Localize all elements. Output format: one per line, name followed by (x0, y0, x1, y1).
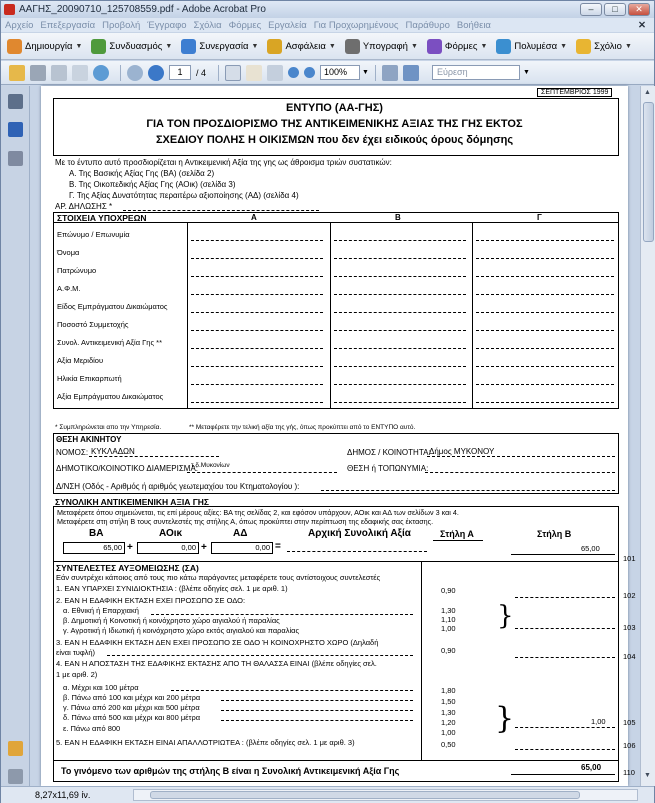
close-window-button[interactable]: ✕ (628, 3, 650, 16)
aoik-label: ΑΟικ (159, 528, 183, 539)
dimos-value: Δήμος ΜΥΚΟΝΟΥ (429, 447, 495, 456)
fit-width-icon[interactable] (382, 65, 398, 81)
factor-4-label: 4. ΕΑΝ Η ΑΠΟΣΤΑΣΗ ΤΗΣ ΕΔΑΦΙΚΗΣ ΕΚΤΑΣΗΣ ΑΠΟ ΤΗ ΘΑΛΑΣΣΑ ΕΙΝΑΙ (βλέπε οδηγίες σελ. (56, 659, 377, 668)
pdf-page (41, 86, 636, 786)
initial-total-value[interactable]: 65,00 (581, 544, 600, 553)
owner-field-a[interactable] (191, 312, 323, 313)
leader-line (151, 614, 413, 615)
menu-tools[interactable]: Εργαλεία (268, 19, 307, 31)
owner-row-label: Α.Φ.Μ. (57, 284, 81, 293)
collaborate-button[interactable] (181, 39, 258, 54)
sign-button[interactable] (345, 39, 418, 54)
owner-field-b[interactable] (334, 348, 466, 349)
initial-total-underline (511, 554, 615, 555)
owner-row-label: Πατρώνυμο (57, 266, 97, 275)
owner-field-c[interactable] (476, 258, 614, 259)
owner-field-c[interactable] (476, 294, 614, 295)
collaborate-icon (181, 39, 196, 54)
close-document-icon[interactable]: ✕ (638, 19, 646, 31)
select-tool-icon[interactable] (225, 65, 241, 81)
create-icon (7, 39, 22, 54)
owner-field-a[interactable] (191, 402, 323, 403)
line-number-104: 104 (623, 652, 636, 661)
menu-window[interactable]: Παράθυρο (405, 19, 450, 31)
owner-row-label: Είδος Εμπράγματου Δικαιώματος (57, 302, 168, 311)
ad-label: ΑΔ (233, 528, 248, 539)
owner-field-b[interactable] (334, 330, 466, 331)
diamerisma-line (187, 472, 337, 473)
owner-field-c[interactable] (476, 348, 614, 349)
menu-comments[interactable]: Σχόλια (193, 19, 222, 31)
chevron-down-icon: ▼ (75, 42, 83, 50)
factor-4b-label: β. Πάνω από 100 και μέχρι και 200 μέτρα (63, 693, 201, 702)
line-number-110: 110 (623, 768, 635, 777)
open-folder-icon[interactable] (9, 65, 25, 81)
separator (375, 65, 376, 81)
title-bar (1, 1, 654, 18)
product-underline (511, 774, 615, 775)
horizontal-scroll-thumb[interactable] (150, 791, 580, 799)
save-icon[interactable] (51, 65, 67, 81)
forms-label: Φόρμες (444, 40, 478, 52)
owner-field-b[interactable] (334, 240, 466, 241)
factor-4b-coef: 1,50 (441, 697, 456, 706)
column-a-underline (433, 540, 483, 541)
line-number-103: 103 (623, 623, 636, 632)
factor-4a-coef: 1,80 (441, 686, 456, 695)
nomos-value: ΚΥΚΛΑΔΩΝ (91, 447, 135, 456)
owner-field-a[interactable] (191, 366, 323, 367)
product-value[interactable]: 65,00 (581, 763, 602, 772)
ad-value-field[interactable]: 0,00 (211, 542, 273, 554)
lock-icon (267, 39, 282, 54)
factor-2c-coef: 1,00 (441, 624, 456, 633)
line-number-106: 106 (623, 741, 636, 750)
owner-field-b[interactable] (334, 276, 466, 277)
chevron-down-icon: ▼ (251, 42, 259, 50)
factor-4c-coef: 1,30 (441, 708, 456, 717)
hand-tool-icon[interactable] (246, 65, 262, 81)
leader-line (221, 700, 413, 701)
bookmarks-panel-icon[interactable] (8, 122, 23, 137)
sa-intro: Εάν συντρέχει κάποιος από τους πιο κάτω παράγοντες μεταφέρετε τους αντίστοιχους συντελεστές (56, 573, 381, 582)
factor-5-coef: 0,50 (441, 740, 456, 749)
factor-2a-coef: 1,30 (441, 606, 456, 615)
col-a-header: Α (251, 213, 257, 222)
owner-field-a[interactable] (191, 258, 323, 259)
search-input[interactable]: Εύρεση (432, 65, 520, 80)
multimedia-label: Πολυμέσα (514, 40, 558, 52)
divider (330, 222, 331, 408)
owner-field-c[interactable] (476, 384, 614, 385)
owner-field-c[interactable] (476, 330, 614, 331)
page-size-readout: 8,27x11,69 ίν. (35, 790, 91, 800)
nomos-label: ΝΟΜΟΣ: (56, 448, 89, 457)
marquee-zoom-icon[interactable] (267, 65, 283, 81)
signatures-panel-icon[interactable] (8, 151, 23, 166)
column-a-label: Στήλη Α (440, 529, 474, 539)
previous-page-icon[interactable] (127, 65, 143, 81)
navigation-pane (1, 86, 30, 786)
forms-button[interactable] (427, 39, 488, 54)
factor-4d-label: δ. Πάνω από 500 και μέχρι και 800 μέτρα (63, 713, 201, 722)
secure-button[interactable] (267, 39, 335, 54)
initial-total-line (287, 551, 427, 552)
factor-2a-label: α. Εθνική ή Επαρχιακή (63, 606, 139, 615)
globe-icon[interactable] (93, 65, 109, 81)
menu-forms[interactable]: Φόρμες (228, 19, 262, 31)
aoik-value-field[interactable]: 0,00 (137, 542, 199, 554)
owner-field-c[interactable] (476, 402, 614, 403)
property-header: ΘΕΣΗ ΑΚΙΝΗΤΟΥ (56, 435, 122, 444)
menu-edit[interactable]: Επεξεργασία (40, 19, 96, 31)
chevron-down-icon[interactable]: ▼ (522, 69, 530, 76)
forms-icon (427, 39, 442, 54)
column-divider (421, 561, 422, 760)
owner-field-c[interactable] (476, 312, 614, 313)
factor-2-entry-line[interactable] (515, 628, 615, 629)
combine-icon (91, 39, 106, 54)
initial-total-label: Αρχική Συνολική Αξία (308, 528, 411, 539)
combine-button[interactable] (91, 39, 172, 54)
factor-5-label: 5. ΕΑΝ Η ΕΔΑΦΙΚΗ ΕΚΤΑΣΗ ΕΙΝΑΙ ΑΠΑΛΛΟΤΡΙΩΤΕΑ : (βλέπε οδηγίες σελ. 1 με αριθ. 3) (56, 738, 355, 747)
scroll-up-icon[interactable]: ▲ (644, 89, 651, 96)
total-value-header: ΣΥΝΟΛΙΚΗ ΑΝΤΙΚΕΙΜΕΝΙΚΗ ΑΞΙΑ ΓΗΣ (55, 497, 210, 507)
declaration-label: ΑΡ. ΔΗΛΩΣΗΣ * (55, 202, 113, 211)
menu-bar (1, 18, 654, 32)
leader-line (107, 655, 413, 656)
owner-field-a[interactable] (191, 240, 323, 241)
footnote-2: ** Μεταφέρετε την τελική αξία της γής, όπως προκύπτει από το ΕΝΤΥΠΟ αυτό. (189, 424, 416, 431)
comment-icon (576, 39, 591, 54)
menu-help[interactable]: Βοήθεια (456, 19, 491, 31)
owner-field-c[interactable] (476, 366, 614, 367)
col-b-header: Β (395, 213, 401, 222)
column-b-label: Στήλη Β (537, 529, 572, 539)
leader-line (221, 720, 413, 721)
brace-icon: } (495, 701, 515, 736)
footnote-1: * Συμπληρώνεται απο την Υπηρεσία. (55, 424, 162, 431)
status-bar (1, 786, 654, 803)
chevron-down-icon: ▼ (624, 42, 632, 50)
factor-2b-coef: 1,10 (441, 615, 456, 624)
factor-1-coef: 0,90 (441, 586, 456, 595)
owner-field-c[interactable] (476, 240, 614, 241)
create-label: Δημιουργία (25, 40, 73, 52)
total-instructions-1: Μεταφέρετε όπου σημειώνεται, τις επί μέρους αξίες: ΒΑ της σελίδας 2, και εφόσον υπάρχουν, ΑΟικ και ΑΔ των σελίδων 3 και 4. (57, 508, 459, 517)
window-title: ΑΑΓΗΣ_20090710_125708559.pdf - Adobe Acrobat Pro (19, 4, 266, 15)
ba-value-field[interactable]: 65,00 (63, 542, 125, 554)
print-icon[interactable] (30, 65, 46, 81)
comment-button[interactable] (576, 39, 632, 54)
chevron-down-icon: ▼ (560, 42, 568, 50)
factor-3-entry-line[interactable] (515, 657, 615, 658)
acrobat-app-icon (4, 4, 15, 15)
menu-document[interactable]: Έγγραφο (147, 19, 187, 31)
line-number-101: 101 (623, 554, 636, 563)
form-subtitle-2: ΣΧΕΔΙΟΥ ΠΟΛΗΣ Η ΟΙΚΙΣΜΩΝ που δεν έχει ειδικούς όρους δόμησης (155, 134, 514, 146)
factor-4-result[interactable]: 1,00 (591, 717, 606, 726)
owner-field-a[interactable] (191, 348, 323, 349)
ba-label: ΒΑ (89, 528, 104, 539)
address-line (321, 490, 615, 491)
toponym-label: ΘΕΣΗ ή ΤΟΠΩΝΥΜΙΑ: (347, 464, 429, 473)
pen-icon (345, 39, 360, 54)
horizontal-scrollbar[interactable] (133, 789, 638, 801)
owner-field-a[interactable] (191, 384, 323, 385)
pages-panel-icon[interactable] (8, 94, 23, 109)
divider (187, 222, 188, 408)
owner-field-a[interactable] (191, 330, 323, 331)
factor-2-label: 2. ΕΑΝ Η ΕΔΑΦΙΚΗ ΕΚΤΑΣΗ ΕΧΕΙ ΠΡΟΣΩΠΟ ΣΕ ΟΔΟ: (56, 596, 246, 605)
comments-panel-icon[interactable] (8, 741, 23, 756)
leader-line (171, 690, 413, 691)
component-a: Α. Της Βασικής Αξίας Γης (ΒΑ) (σελίδα 2) (69, 169, 215, 178)
vertical-scrollbar[interactable] (640, 86, 655, 786)
owner-field-b[interactable] (334, 366, 466, 367)
menu-view[interactable]: Προβολή (102, 19, 141, 31)
owner-row-label: Συνολ. Αντικειμενική Αξία Γης ** (57, 338, 162, 347)
factor-4a-label: α. Μέχρι και 100 μέτρα (63, 683, 139, 692)
separator (218, 65, 219, 81)
task-toolbar (1, 33, 654, 60)
zoom-out-icon[interactable] (288, 67, 299, 78)
declaration-line (123, 210, 319, 211)
zoom-in-icon[interactable] (304, 67, 315, 78)
plus-sign: + (127, 542, 133, 553)
owner-row-label: Ποσοστό Συμμετοχής (57, 320, 129, 329)
form-date: ΣΕΠΤΕΜΒΡΙΟΣ 1999 (537, 88, 612, 97)
col-c-header: Γ (537, 213, 542, 222)
factor-4-entry-line[interactable] (515, 727, 615, 728)
multimedia-button[interactable] (496, 39, 567, 54)
total-instructions-2: Μεταφέρετε στη στήλη Β τους συντελεστές της στήλης Α, όπως προκύπτει στην περίπτωση της εδαφικής σας έκτασης. (57, 517, 434, 526)
chevron-down-icon: ▼ (410, 42, 418, 50)
divider (472, 222, 473, 408)
email-icon[interactable] (72, 65, 88, 81)
owner-row-label: Επώνυμο / Επωνυμία (57, 230, 130, 239)
comment-label: Σχόλιο (594, 40, 622, 52)
scroll-thumb[interactable] (643, 102, 654, 242)
collaborate-label: Συνεργασία (199, 40, 249, 52)
factor-5-entry-line[interactable] (515, 749, 615, 750)
secure-label: Ασφάλεια (285, 40, 326, 52)
product-divider (53, 760, 619, 761)
attachments-panel-icon[interactable] (8, 769, 23, 784)
brace-icon: } (497, 601, 514, 631)
chevron-down-icon: ▼ (328, 42, 336, 50)
factor-4-label-cont: 1 με αριθ. 2) (56, 670, 98, 679)
chevron-down-icon: ▼ (480, 42, 488, 50)
owners-header: ΣΤΟΙΧΕΙΑ ΥΠΟΧΡΕΩΝ (57, 213, 147, 223)
owner-field-b[interactable] (334, 258, 466, 259)
owner-field-b[interactable] (334, 384, 466, 385)
zoom-level-select[interactable]: 100% (320, 65, 360, 80)
scroll-down-icon[interactable]: ▼ (644, 772, 651, 779)
page-number-input[interactable]: 1 (169, 65, 191, 80)
toponym-line (425, 472, 615, 473)
dimos-line (427, 456, 615, 457)
create-button[interactable] (7, 39, 82, 54)
maximize-button[interactable]: □ (604, 3, 626, 16)
factor-4c-label: γ. Πάνω από 200 και μέχρι και 500 μέτρα (63, 703, 200, 712)
form-title: ΕΝΤΥΠΟ (ΑΑ-ΓΗΣ) (286, 102, 383, 114)
component-c: Γ. Της Αξίας Δυνατότητας περαιτέρω αξιοποίησης (ΑΔ) (σελίδα 4) (69, 191, 299, 200)
equals-sign: = (275, 541, 281, 552)
factor-4e-coef: 1,00 (441, 728, 456, 737)
plus-sign: + (201, 542, 207, 553)
owner-row-label: Αξία Μεριδίου (57, 356, 104, 365)
intro-text: Με το έντυπο αυτό προσδιορίζεται η Αντικειμενική Αξία της γης ως άθροισμα τριών συστατικών: (55, 158, 392, 167)
menu-advanced[interactable]: Για Προχωρημένους (313, 19, 399, 31)
owner-field-a[interactable] (191, 276, 323, 277)
factor-2b-label: β. Δημοτική ή Κοινοτική ή κοινόχρηστο χώρο αιγιαλού ή παραλίας (63, 616, 280, 625)
leader-line (221, 710, 413, 711)
diamerisma-value: τ.δ.Μυκονίων (191, 462, 230, 469)
next-page-icon[interactable] (148, 65, 164, 81)
factor-3-coef: 0,90 (441, 646, 456, 655)
chevron-down-icon[interactable]: ▼ (362, 69, 369, 76)
owner-field-b[interactable] (334, 312, 466, 313)
owner-field-b[interactable] (334, 402, 466, 403)
owner-row-label: Όνομα (57, 248, 80, 257)
separator (120, 65, 121, 81)
factor-1-entry-line[interactable] (515, 597, 615, 598)
menu-file[interactable]: Αρχείο (5, 19, 34, 31)
minimize-button[interactable]: – (580, 3, 602, 16)
owner-row-label: Ηλικία Επικαρπωτή (57, 374, 122, 383)
line-number-105: 105 (623, 718, 636, 727)
form-subtitle: ΓΙΑ ΤΟΝ ΠΡΟΣΔΙΟΡΙΣΜΟ ΤΗΣ ΑΝΤΙΚΕΙΜΕΝΙΚΗΣ ΑΞΙΑΣ ΤΗΣ ΓΗΣ ΕΚΤΟΣ (146, 118, 523, 130)
navigation-toolbar (1, 61, 654, 85)
fit-page-icon[interactable] (403, 65, 419, 81)
owner-field-b[interactable] (334, 294, 466, 295)
factor-3-label-cont: είναι τυφλή) (56, 648, 96, 657)
factor-4e-label: ε. Πάνω από 800 (63, 724, 121, 733)
component-b: Β. Της Οικοπεδικής Αξίας Γης (ΑΟικ) (σελίδα 3) (69, 180, 236, 189)
factor-4d-coef: 1,20 (441, 718, 456, 727)
diamerisma-label: ΔΗΜΟΤΙΚΟ/ΚΟΙΝΟΤΙΚΟ ΔΙΑΜΕΡΙΣΜΑ: (56, 464, 199, 473)
combine-label: Συνδυασμός (109, 40, 163, 52)
section-divider (53, 561, 619, 562)
sign-label: Υπογραφή (362, 40, 408, 52)
dimos-label: ΔΗΜΟΣ / ΚΟΙΝΟΤΗΤΑ: (347, 448, 431, 457)
multimedia-icon (496, 39, 511, 54)
page-count: / 4 (196, 67, 207, 78)
line-number-102: 102 (623, 591, 636, 600)
chevron-down-icon: ▼ (165, 42, 173, 50)
address-label: Δ/ΝΣΗ (Οδός - Αριθμός ή αριθμός γεωτεμαχίου του Κτηματολογίου ): (56, 482, 300, 491)
owner-field-c[interactable] (476, 276, 614, 277)
owner-row-label: Αξία Εμπράγματου Δικαιώματος (57, 392, 164, 401)
owner-field-a[interactable] (191, 294, 323, 295)
factor-3-label: 3. ΕΑΝ Η ΕΔΑΦΙΚΗ ΕΚΤΑΣΗ ΔΕΝ ΕΧΕΙ ΠΡΟΣΩΠΟ ΣΕ ΟΔΟ Ή ΚΟΙΝΟΧΡΗΣΤΟ ΧΩΡΟ (Δηλαδή (56, 638, 379, 647)
sa-header: ΣΥΝΤΕΛΕΣΤΕΣ ΑΥΞΟΜΕΙΩΣΗΣ (ΣΑ) (56, 563, 199, 573)
factor-2c-label: γ. Αγροτική ή Ιδιωτική ή κοινόχρηστο χώρο εκτός αιγιαλού και παραλίας (63, 626, 300, 635)
nomos-line (89, 456, 219, 457)
factor-1-label: 1. ΕΑΝ ΥΠΑΡΧΕΙ ΣΥΝΙΔΙΟΚΤΗΣΙΑ : (βλέπε οδηγίες σελ. 1 με αριθ. 1) (56, 584, 288, 593)
product-label: Το γινόμενο των αριθμών της στήλης Β είναι η Συνολική Αντικειμενική Αξία Γης (61, 766, 400, 776)
